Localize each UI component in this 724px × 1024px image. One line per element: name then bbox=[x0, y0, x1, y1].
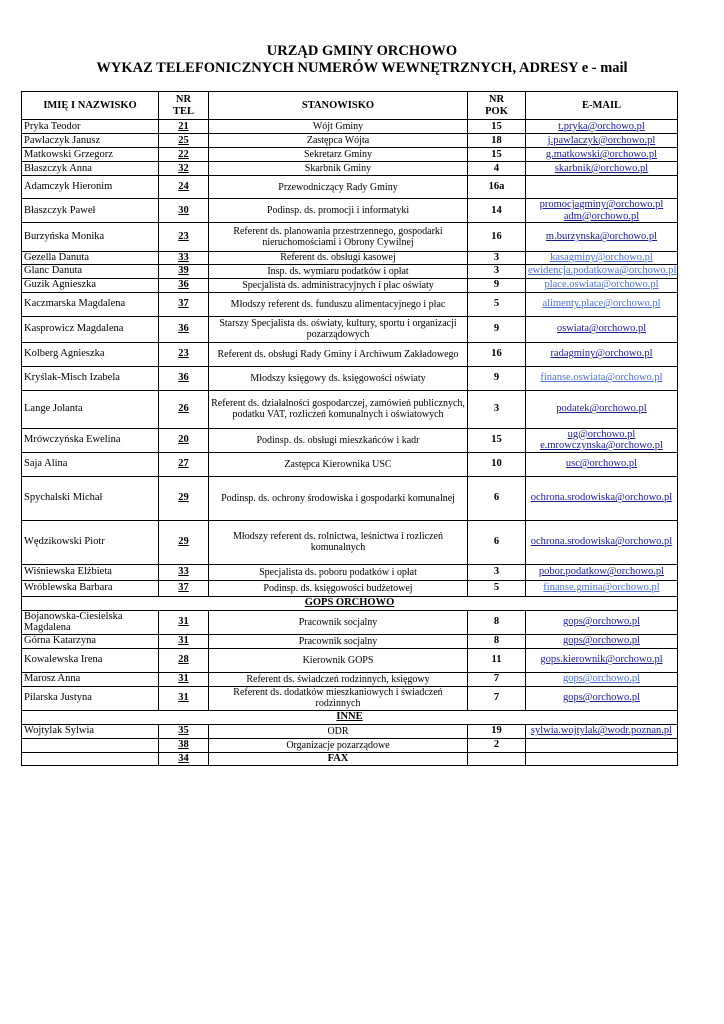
email-link[interactable]: sylwia.wojtylak@wodr.poznan.pl bbox=[530, 725, 673, 737]
employee-name: Gezella Danuta bbox=[22, 252, 159, 265]
room-number: 3 bbox=[468, 252, 526, 265]
email-cell bbox=[526, 199, 678, 223]
col-header-name: IMIĘ I NAZWISKO bbox=[22, 92, 159, 120]
email-link[interactable]: m.burzynska@orchowo.pl bbox=[545, 231, 658, 243]
fax-name-cell bbox=[22, 752, 159, 765]
employee-name: Glanc Danuta bbox=[22, 264, 159, 278]
job-position: Referent ds. obsługi kasowej bbox=[209, 252, 468, 265]
room-number: 2 bbox=[468, 738, 526, 752]
email-link[interactable]: finanse.gmina@orchowo.pl bbox=[543, 582, 660, 594]
email-cell bbox=[526, 264, 678, 278]
job-position: Referent ds. świadczeń rodzinnych, księgowy bbox=[209, 672, 468, 686]
phone-extension: 33 bbox=[159, 252, 209, 265]
email-cell bbox=[526, 390, 678, 428]
header-row bbox=[22, 92, 678, 120]
phone-extension: 24 bbox=[159, 176, 209, 199]
employee-name: Adamczyk Hieronim bbox=[22, 176, 159, 199]
email-cell bbox=[526, 278, 678, 292]
phone-extension: 31 bbox=[159, 686, 209, 710]
email-link[interactable]: ochrona.srodowiska@orchowo.pl bbox=[530, 536, 673, 548]
email-cell bbox=[526, 366, 678, 390]
room-number: 15 bbox=[468, 120, 526, 134]
email-cell bbox=[526, 648, 678, 672]
table-row bbox=[22, 634, 678, 648]
room-number: 5 bbox=[468, 580, 526, 596]
email-cell bbox=[526, 134, 678, 148]
email-cell bbox=[526, 176, 678, 199]
employee-name: Mrówczyńska Ewelina bbox=[22, 428, 159, 452]
email-cell bbox=[526, 686, 678, 710]
phone-extension: 37 bbox=[159, 292, 209, 316]
phone-extension: 32 bbox=[159, 162, 209, 176]
phone-extension: 23 bbox=[159, 342, 209, 366]
employee-name: Błaszczyk Anna bbox=[22, 162, 159, 176]
email-link[interactable]: radagminy@orchowo.pl bbox=[550, 348, 653, 360]
employee-name: Wiśniewska Elżbieta bbox=[22, 564, 159, 580]
phone-extension: 36 bbox=[159, 316, 209, 342]
job-position: Specjalista ds. poboru podatków i opłat bbox=[209, 564, 468, 580]
email-cell bbox=[526, 148, 678, 162]
phone-extension: 23 bbox=[159, 223, 209, 252]
table-row bbox=[22, 648, 678, 672]
phone-extension: 31 bbox=[159, 610, 209, 634]
document-subtitle: WYKAZ TELEFONICZNYCH NUMERÓW WEWNĘTRZNYCH, ADRESY e - mail bbox=[96, 60, 628, 76]
phone-extension: 21 bbox=[159, 120, 209, 134]
employee-name: Wojtylak Sylwia bbox=[22, 724, 159, 738]
table-row bbox=[22, 564, 678, 580]
table-row bbox=[22, 120, 678, 134]
phone-extension: 33 bbox=[159, 564, 209, 580]
phone-extension: 20 bbox=[159, 428, 209, 452]
phone-extension: 29 bbox=[159, 520, 209, 564]
email-cell bbox=[526, 520, 678, 564]
table-row bbox=[22, 476, 678, 520]
email-link[interactable]: ug@orchowo.pl bbox=[567, 428, 636, 440]
email-cell bbox=[526, 580, 678, 596]
email-link[interactable]: pobor.podatkow@orchowo.pl bbox=[538, 566, 665, 578]
employee-name: Pawlaczyk Janusz bbox=[22, 134, 159, 148]
email-cell bbox=[526, 634, 678, 648]
job-position: Referent ds. obsługi Rady Gminy i Archiwum Zakładowego bbox=[209, 342, 468, 366]
email-cell bbox=[526, 738, 678, 752]
table-row bbox=[22, 264, 678, 278]
table-row bbox=[22, 148, 678, 162]
phone-extension: 37 bbox=[159, 580, 209, 596]
room-number: 19 bbox=[468, 724, 526, 738]
employee-name bbox=[22, 738, 159, 752]
email-link[interactable]: gops@orchowo.pl bbox=[562, 616, 641, 628]
room-number: 8 bbox=[468, 610, 526, 634]
employee-name: Matkowski Grzegorz bbox=[22, 148, 159, 162]
fax-email-cell bbox=[526, 752, 678, 765]
phone-extension: 31 bbox=[159, 672, 209, 686]
email-cell bbox=[526, 252, 678, 265]
phone-extension: 30 bbox=[159, 199, 209, 223]
job-position: Skarbnik Gminy bbox=[209, 162, 468, 176]
employee-name: Kasprowicz Magdalena bbox=[22, 316, 159, 342]
table-row bbox=[22, 366, 678, 390]
email-cell bbox=[526, 476, 678, 520]
gops-staff-section bbox=[22, 610, 678, 710]
col-header-position: STANOWISKO bbox=[209, 92, 468, 120]
room-number: 3 bbox=[468, 264, 526, 278]
email-cell bbox=[526, 610, 678, 634]
job-position: Podinsp. ds. promocji i informatyki bbox=[209, 199, 468, 223]
email-link[interactable]: promocjagminy@orchowo.pl bbox=[539, 199, 664, 210]
email-link[interactable]: ochrona.srodowiska@orchowo.pl bbox=[530, 492, 673, 504]
employee-name: Błaszczyk Paweł bbox=[22, 199, 159, 223]
phone-extension: 38 bbox=[159, 738, 209, 752]
email-link[interactable]: place.oswiata@orchowo.pl bbox=[544, 279, 659, 291]
room-number: 8 bbox=[468, 634, 526, 648]
room-number: 4 bbox=[468, 162, 526, 176]
employee-name: Spychalski Michał bbox=[22, 476, 159, 520]
table-row bbox=[22, 610, 678, 634]
job-position: Kierownik GOPS bbox=[209, 648, 468, 672]
table-row bbox=[22, 176, 678, 199]
email-link[interactable]: gops.kierownik@orchowo.pl bbox=[540, 654, 663, 666]
table-row bbox=[22, 428, 678, 452]
main-staff-section bbox=[22, 120, 678, 597]
phone-extension: 29 bbox=[159, 476, 209, 520]
employee-name: Kowalewska Irena bbox=[22, 648, 159, 672]
email-cell bbox=[526, 452, 678, 476]
employee-name: Bojanowska-Ciesielska Magdalena bbox=[22, 610, 159, 634]
room-number: 10 bbox=[468, 452, 526, 476]
phone-extension: 25 bbox=[159, 134, 209, 148]
email-link[interactable]: gops@orchowo.pl bbox=[562, 692, 641, 704]
phone-extension: 39 bbox=[159, 264, 209, 278]
employee-name: Kryślak-Misch Izabela bbox=[22, 366, 159, 390]
col-header-room: NR POK bbox=[468, 92, 526, 120]
job-position: Referent ds. działalności gospodarczej, zamówień publicznych, podatku VAT, rozliczeń komunalnych i oświatowych bbox=[209, 390, 468, 428]
room-number: 18 bbox=[468, 134, 526, 148]
gops-section-title: GOPS ORCHOWO bbox=[22, 596, 678, 610]
email-link[interactable]: ewidencja.podatkowa@orchowo.pl bbox=[528, 265, 677, 277]
table-row bbox=[22, 223, 678, 252]
phone-extension: 28 bbox=[159, 648, 209, 672]
table-row bbox=[22, 452, 678, 476]
email-link[interactable]: gops@orchowo.pl bbox=[562, 673, 641, 685]
room-number: 15 bbox=[468, 428, 526, 452]
gops-section-header bbox=[22, 596, 678, 610]
job-position: Referent ds. planowania przestrzennego, gospodarki nieruchomościami i Obrony Cywilnej bbox=[209, 223, 468, 252]
employee-name: Wróblewska Barbara bbox=[22, 580, 159, 596]
phone-extension: 27 bbox=[159, 452, 209, 476]
inne-section-header bbox=[22, 710, 678, 724]
email-link[interactable]: gops@orchowo.pl bbox=[562, 635, 641, 647]
phone-extension: 22 bbox=[159, 148, 209, 162]
room-number: 16a bbox=[468, 176, 526, 199]
email-cell bbox=[526, 162, 678, 176]
job-position: Młodszy referent ds. funduszu alimentacyjnego i płac bbox=[209, 292, 468, 316]
email-link[interactable]: g.matkowski@orchowo.pl bbox=[545, 148, 658, 160]
email-cell bbox=[526, 292, 678, 316]
table-row bbox=[22, 342, 678, 366]
fax-section bbox=[22, 752, 678, 765]
room-number: 9 bbox=[468, 316, 526, 342]
col-header-email: E-MAIL bbox=[526, 92, 678, 120]
email-link[interactable]: oswiata@orchowo.pl bbox=[556, 323, 647, 335]
employee-name: Kaczmarska Magdalena bbox=[22, 292, 159, 316]
job-position: Specjalista ds. administracyjnych i płac oświaty bbox=[209, 278, 468, 292]
employee-name: Saja Alina bbox=[22, 452, 159, 476]
email-link[interactable]: usc@orchowo.pl bbox=[565, 458, 638, 470]
employee-name: Pilarska Justyna bbox=[22, 686, 159, 710]
room-number: 3 bbox=[468, 564, 526, 580]
job-position: Młodszy księgowy ds. księgowości oświaty bbox=[209, 366, 468, 390]
room-number: 9 bbox=[468, 278, 526, 292]
employee-name: Kolberg Agnieszka bbox=[22, 342, 159, 366]
employee-name: Wędzikowski Piotr bbox=[22, 520, 159, 564]
phone-extension: 26 bbox=[159, 390, 209, 428]
email-link[interactable]: alimenty.place@orchowo.pl bbox=[542, 298, 661, 310]
email-cell bbox=[526, 120, 678, 134]
job-position: Zastępca Kierownika USC bbox=[209, 452, 468, 476]
room-number: 6 bbox=[468, 476, 526, 520]
col-header-tel: NR TEL bbox=[159, 92, 209, 120]
employee-name: Pryka Teodor bbox=[22, 120, 159, 134]
email-link[interactable]: t.pryka@orchowo.pl bbox=[558, 120, 645, 132]
job-position: Podinsp. ds. księgowości budżetowej bbox=[209, 580, 468, 596]
table-row bbox=[22, 390, 678, 428]
table-row bbox=[22, 134, 678, 148]
room-number: 16 bbox=[468, 223, 526, 252]
table-row bbox=[22, 686, 678, 710]
table-row bbox=[22, 724, 678, 738]
table-row bbox=[22, 672, 678, 686]
email-cell bbox=[526, 342, 678, 366]
email-cell bbox=[526, 564, 678, 580]
email-link[interactable]: podatek@orchowo.pl bbox=[556, 403, 647, 415]
room-number: 3 bbox=[468, 390, 526, 428]
phone-extension: 36 bbox=[159, 366, 209, 390]
email-link[interactable]: skarbnik@orchowo.pl bbox=[554, 162, 649, 174]
table-row bbox=[22, 520, 678, 564]
room-number: 11 bbox=[468, 648, 526, 672]
job-position: Pracownik socjalny bbox=[209, 610, 468, 634]
table-row bbox=[22, 738, 678, 752]
job-position: Młodszy referent ds. rolnictwa, leśnictwa i rozliczeń komunalnych bbox=[209, 520, 468, 564]
employee-name: Marosz Anna bbox=[22, 672, 159, 686]
inne-section-title: INNE bbox=[22, 710, 678, 724]
email-cell bbox=[526, 223, 678, 252]
employee-name: Guzik Agnieszka bbox=[22, 278, 159, 292]
room-number: 14 bbox=[468, 199, 526, 223]
room-number: 9 bbox=[468, 366, 526, 390]
job-position: Referent ds. dodatków mieszkaniowych i świadczeń rodzinnych bbox=[209, 686, 468, 710]
table-row bbox=[22, 162, 678, 176]
email-cell bbox=[526, 428, 678, 452]
room-number: 7 bbox=[468, 672, 526, 686]
inne-section bbox=[22, 724, 678, 752]
fax-label: FAX bbox=[209, 752, 468, 765]
employee-name: Lange Jolanta bbox=[22, 390, 159, 428]
job-position: Pracownik socjalny bbox=[209, 634, 468, 648]
phone-extension: 36 bbox=[159, 278, 209, 292]
table-row bbox=[22, 199, 678, 223]
phone-directory-table bbox=[21, 91, 678, 766]
job-position: Insp. ds. wymiaru podatków i opłat bbox=[209, 264, 468, 278]
email-link[interactable]: adm@orchowo.pl bbox=[563, 210, 640, 222]
job-position: Podinsp. ds. obsługi mieszkańców i kadr bbox=[209, 428, 468, 452]
job-position: Przewodniczący Rady Gminy bbox=[209, 176, 468, 199]
room-number: 16 bbox=[468, 342, 526, 366]
job-position: Organizacje pozarządowe bbox=[209, 738, 468, 752]
document-title: URZĄD GMINY ORCHOWO bbox=[266, 43, 458, 59]
email-link[interactable]: e.mrowczynska@orchowo.pl bbox=[540, 440, 663, 451]
phone-extension: 35 bbox=[159, 724, 209, 738]
email-link[interactable]: finanse.oswiata@orchowo.pl bbox=[540, 372, 663, 384]
job-position: Podinsp. ds. ochrony środowiska i gospodarki komunalnej bbox=[209, 476, 468, 520]
table-row bbox=[22, 580, 678, 596]
email-cell bbox=[526, 316, 678, 342]
phone-extension: 31 bbox=[159, 634, 209, 648]
email-cell bbox=[526, 724, 678, 738]
table-row bbox=[22, 292, 678, 316]
job-position: Sekretarz Gminy bbox=[209, 148, 468, 162]
table-row bbox=[22, 278, 678, 292]
room-number: 15 bbox=[468, 148, 526, 162]
employee-name: Burzyńska Monika bbox=[22, 223, 159, 252]
job-position: Wójt Gminy bbox=[209, 120, 468, 134]
fax-room-cell bbox=[468, 752, 526, 765]
fax-number: 34 bbox=[159, 752, 209, 765]
job-position: Zastępca Wójta bbox=[209, 134, 468, 148]
room-number: 6 bbox=[468, 520, 526, 564]
job-position: Starszy Specjalista ds. oświaty, kultury, sportu i organizacji pozarządowych bbox=[209, 316, 468, 342]
fax-row bbox=[22, 752, 678, 765]
room-number: 5 bbox=[468, 292, 526, 316]
table-row bbox=[22, 316, 678, 342]
table-row bbox=[22, 252, 678, 265]
employee-name: Górna Katarzyna bbox=[22, 634, 159, 648]
room-number: 7 bbox=[468, 686, 526, 710]
email-link[interactable]: kasagminy@orchowo.pl bbox=[550, 252, 653, 263]
email-link[interactable]: j.pawlaczyk@orchowo.pl bbox=[547, 134, 656, 146]
email-cell bbox=[526, 672, 678, 686]
job-position: ODR bbox=[209, 724, 468, 738]
